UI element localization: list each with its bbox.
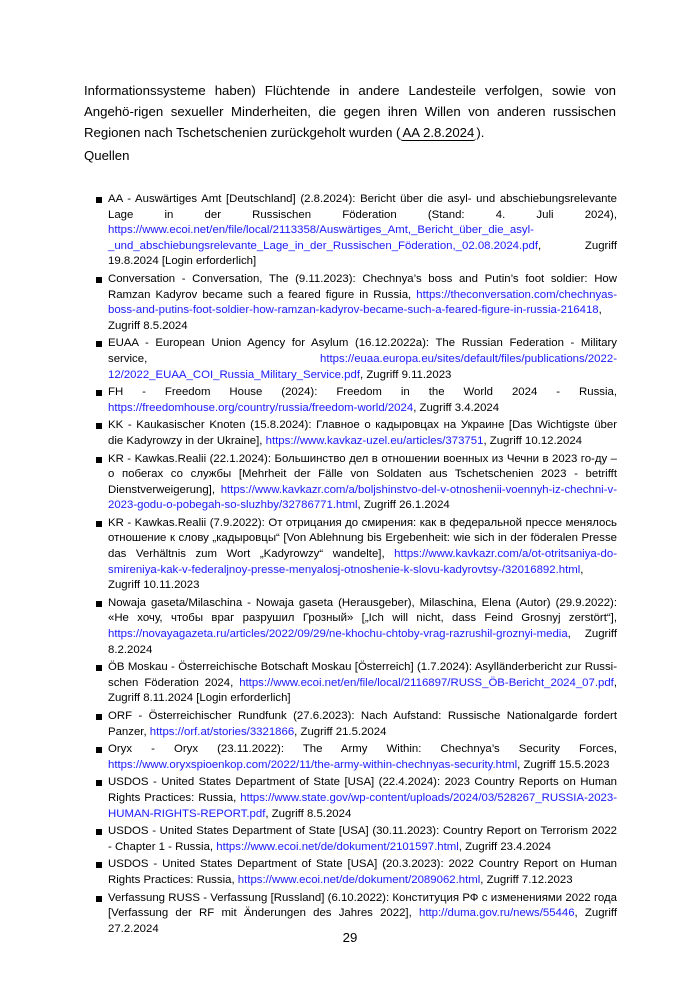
reference-access-date: , Zugriff 3.4.2024 bbox=[413, 401, 500, 414]
bullet-icon bbox=[96, 277, 102, 283]
reference-text: KR - Kawkas.Realii (22.1.2024): Большинство дел в отношении военных из Чечни в 2023 го-ду – о побегах со службы [Mehrheit der Fälle von Soldaten aus Tschetschenien 2023 - betrifft Dienstverweigerung], bbox=[108, 452, 617, 496]
intro-text-end: ). bbox=[476, 125, 485, 140]
reference-url-link[interactable]: https://www.ecoi.net/de/dokument/2101597.html bbox=[216, 840, 459, 853]
reference-text: Conversation - Conversation, The (9.11.2023): Chechnya’s boss and Putin’s foot soldier: How Ramzan Kadyrov became such a feared figure in Russia, bbox=[108, 272, 617, 301]
reference-text: Oryx - Oryx (23.11.2022): The Army Within: Chechnya’s Security Forces, bbox=[108, 743, 617, 756]
reference-access-date: , Zugriff 9.11.2023 bbox=[360, 368, 452, 381]
reference-access-date: , Zugriff 15.5.2023 bbox=[517, 758, 610, 771]
reference-item bbox=[96, 336, 617, 383]
reference-item bbox=[96, 272, 617, 334]
reference-url-link[interactable]: https://www.kavkaz-uzel.eu/articles/373751 bbox=[265, 434, 484, 447]
bullet-icon bbox=[96, 390, 102, 396]
reference-url-link[interactable]: https://www.oryxspioenkop.com/2022/11/the-army-within-chechnyas-security.html bbox=[108, 758, 518, 771]
reference-access-date: , Zugriff 27.2.2024 bbox=[108, 907, 617, 935]
reference-url-link[interactable]: https://www.kavkazr.com/a/boljshinstvo-del-v-otnoshenii-voennyh-iz-chechni-v-2023-godu-o-pobegah-so-sluzhby/32786771.html bbox=[108, 483, 617, 512]
reference-text: ORF - Österreichischer Rundfunk (27.6.2023): Nach Aufstand: Russische Nationalgarde fordert Panzer, bbox=[108, 710, 617, 738]
reference-url-link[interactable]: https://theconversation.com/chechnyas-boss-and-putins-foot-soldier-how-ramzan-kadyrov-became-such-a-feared-figure-in-russia-216418 bbox=[108, 288, 617, 317]
bullet-icon bbox=[96, 714, 102, 720]
reference-url-link[interactable]: https://www.ecoi.net/en/file/local/2113358/Auswärtiges_Amt,_Bericht_über_die_asyl-_und_abschiebungsrelevante_Lage_in_der_Russischen_Föderation,_02.08.2024.pdf bbox=[108, 224, 539, 252]
bullet-icon bbox=[96, 423, 102, 429]
reference-item bbox=[96, 516, 617, 594]
reference-url-link[interactable]: https://freedomhouse.org/country/russia/freedom-world/2024 bbox=[108, 401, 414, 414]
reference-item bbox=[96, 742, 617, 773]
reference-access-date: , Zugriff 10.12.2024 bbox=[483, 434, 583, 447]
bullet-icon bbox=[96, 601, 102, 607]
reference-text: ÖB Moskau - Österreichische Botschaft Moskau [Österreich] (1.7.2024): Asylländerbericht zur Russi-schen Föderation 2024, bbox=[108, 661, 617, 689]
reference-item bbox=[96, 192, 617, 270]
reference-access-date: , Zugriff 7.12.2023 bbox=[480, 873, 573, 886]
reference-url-link[interactable]: https://www.state.gov/wp-content/uploads/2024/03/528267_RUSSIA-2023-HUMAN-RIGHTS-REPORT.pdf bbox=[108, 791, 617, 820]
bullet-icon bbox=[96, 747, 102, 753]
reference-item bbox=[96, 596, 617, 658]
reference-item bbox=[96, 824, 617, 855]
citation-link[interactable]: AA 2.8.2024 bbox=[402, 125, 475, 140]
bullet-icon bbox=[96, 780, 102, 786]
reference-list bbox=[96, 192, 617, 939]
reference-text: Verfassung RUSS - Verfassung [Russland] (6.10.2022): Конституция РФ с изменениями 2022 года [Verfassung der RF mit Änderungen des Jahres 2022], bbox=[108, 891, 617, 920]
bullet-icon bbox=[96, 197, 102, 203]
reference-access-date: , Zugriff 23.4.2024 bbox=[458, 840, 552, 853]
reference-item bbox=[96, 385, 617, 416]
reference-url-link[interactable]: http://duma.gov.ru/news/55446 bbox=[418, 907, 575, 920]
reference-url-link[interactable]: https://www.ecoi.net/en/file/local/2116897/RUSS_ÖB-Bericht_2024_07.pdf bbox=[239, 676, 614, 689]
bullet-icon bbox=[96, 341, 102, 347]
reference-access-date: , Zugriff 26.1.2024 bbox=[357, 499, 450, 512]
bullet-icon bbox=[96, 896, 102, 902]
reference-url-link[interactable]: https://www.kavkazr.com/a/ot-otritsaniya-do-smireniya-kak-v-federaljnoy-presse-menyalosj-otnoshenie-k-slovu-kadyrovtsy-/32016892.html bbox=[108, 548, 617, 576]
intro-paragraph bbox=[84, 80, 616, 143]
reference-url-link[interactable]: https://euaa.europa.eu/sites/default/files/publications/2022-12/2022_EUAA_COI_Russia_Military_Service.pdf bbox=[108, 352, 617, 381]
reference-text: EUAA - European Union Agency for Asylum (16.12.2022a): The Russian Federation - Military service, bbox=[108, 337, 617, 365]
reference-access-date: , Zugriff 8.5.2024 bbox=[265, 807, 352, 820]
reference-access-date: , Zugriff 21.5.2024 bbox=[294, 725, 387, 738]
reference-item bbox=[96, 775, 617, 822]
bullet-icon bbox=[96, 829, 102, 835]
bullet-icon bbox=[96, 862, 102, 868]
reference-text: KK - Kaukasischer Knoten (15.8.2024): Главное о кадыровцах на Украине [Das Wichtigste über die Kadyrowzy in der Ukraine], bbox=[108, 419, 617, 447]
reference-url-link[interactable]: https://orf.at/stories/3321866 bbox=[149, 725, 295, 738]
reference-item bbox=[96, 709, 617, 740]
reference-text: USDOS - United States Department of State [USA] (22.4.2024): 2023 Country Reports on Human Rights Practices: Russia, bbox=[108, 776, 617, 804]
reference-text: AA - Auswärtiges Amt [Deutschland] (2.8.2024): Bericht über die asyl- und abschiebungsrelevante Lage in der Russischen Föderation (Stand: 4. Juli 2024), bbox=[108, 193, 617, 221]
reference-item bbox=[96, 857, 617, 888]
bullet-icon bbox=[96, 521, 102, 527]
reference-text: USDOS - United States Department of State [USA] (30.11.2023): Country Report on Terrorism 2022 - Chapter 1 - Russia, bbox=[108, 825, 617, 853]
reference-text: USDOS - United States Department of State [USA] (20.3.2023): 2022 Country Report on Human Rights Practices: Russia, bbox=[108, 858, 617, 886]
reference-item bbox=[96, 452, 617, 514]
reference-access-date: , Zugriff 19.8.2024 [Login erforderlich] bbox=[108, 239, 617, 268]
reference-url-link[interactable]: https://novayagazeta.ru/articles/2022/09/29/ne-khochu-chtoby-vrag-razrushil-groznyi-media bbox=[108, 628, 568, 641]
sources-heading: Quellen bbox=[84, 148, 130, 163]
reference-item bbox=[96, 660, 617, 707]
reference-access-date: , Zugriff 8.2.2024 bbox=[108, 628, 617, 656]
reference-access-date: , Zugriff 8.11.2024 [Login erforderlich] bbox=[108, 676, 617, 705]
bullet-icon bbox=[96, 665, 102, 671]
page-number: 29 bbox=[342, 930, 358, 945]
reference-text: Nowaja gaseta/Milaschina - Nowaja gaseta (Herausgeber), Milaschina, Elena (Autor) (29.9.2022): «Не хочу, чтобы враг разрушил Грозный» [„Ich will nicht, dass Feind Grosnyj zerstört“], bbox=[108, 596, 617, 625]
reference-access-date: , Zugriff 8.5.2024 bbox=[108, 304, 602, 332]
reference-text: FH - Freedom House (2024): Freedom in the World 2024 - Russia, bbox=[108, 386, 617, 399]
reference-text: KR - Kawkas.Realii (7.9.2022): От отрицания до смирения: как в федеральной прессе менялось отношение к слову „кадыровцы“ [Von Ablehnung bis Ergebenheit: wie sich in der föderalen Presse das Verhältnis zum Wort „Kadyrowzy“ wandelte], bbox=[108, 516, 617, 561]
bullet-icon bbox=[96, 457, 102, 463]
reference-item bbox=[96, 418, 617, 449]
reference-url-link[interactable]: https://www.ecoi.net/de/dokument/2089062.html bbox=[237, 873, 481, 886]
reference-access-date: , Zugriff 10.11.2023 bbox=[108, 563, 584, 592]
intro-text: Informationssysteme haben) Flüchtende in andere Landesteile verfolgen, sowie von Angehö-rigen sexueller Minderheiten, die gegen ihren Willen von anderen russischen Regionen nach Tschetschenien zurückgeholt wurden ( bbox=[84, 83, 616, 140]
